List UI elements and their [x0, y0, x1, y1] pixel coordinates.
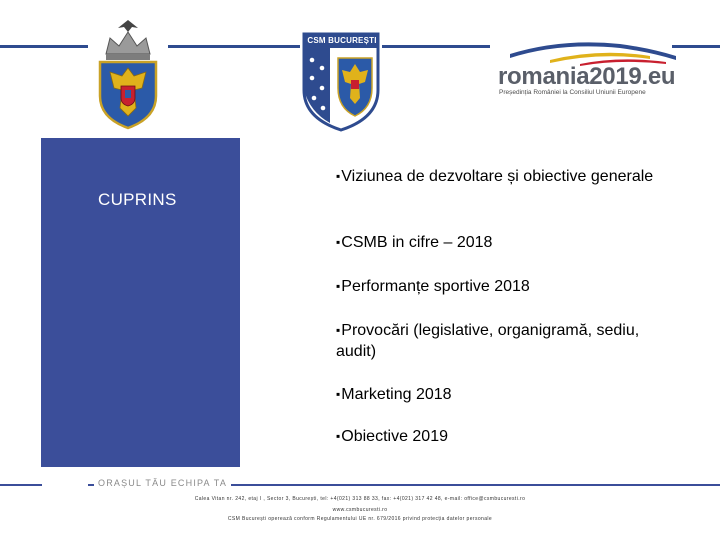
bullet-icon: ▪ [336, 387, 341, 401]
list-item-text: Performanțe sportive 2018 [341, 278, 530, 295]
list-item-performance [336, 276, 666, 297]
header-line-center-right [382, 45, 490, 48]
list-item-vision [336, 166, 666, 187]
list-item-objectives [336, 426, 666, 447]
bucharest-coat-of-arms-logo [88, 14, 168, 132]
list-item-challenges [336, 320, 666, 362]
csm-bucuresti-logo [300, 28, 382, 132]
footer-website: www.csmbucuresti.ro [332, 507, 388, 513]
list-item-text: Obiective 2019 [341, 428, 448, 445]
footer-slogan: ORAȘUL TĂU ECHIPA TA [94, 478, 231, 488]
header-line-center-left [168, 45, 300, 48]
list-item-text: Viziunea de dezvoltare și obiective generale [341, 168, 654, 185]
bullet-icon: ▪ [336, 323, 341, 337]
romania2019-logo-subtitle: Președinția României la Consiliul Uniunii Europene [499, 89, 646, 96]
bullet-icon: ▪ [336, 429, 341, 443]
section-title: CUPRINS [98, 190, 177, 209]
bullet-icon: ▪ [336, 169, 341, 183]
list-item-csmb-figures [336, 232, 666, 253]
footer-gdpr-note: CSM București operează conform Regulamentului UE nr. 679/2016 privind protecția datelor personale [227, 516, 493, 522]
list-item-text: CSMB in cifre – 2018 [341, 234, 493, 251]
side-panel [41, 138, 240, 467]
header-line-left [0, 45, 88, 48]
bullet-icon: ▪ [336, 279, 341, 293]
footer-contact: Calea Vitan nr. 242, etaj I , Sector 3, București, tel: +4(021) 313 88 33, fax: +4(021) 317 42 48, e-mail: office@csmbucuresti.ro [194, 496, 526, 502]
list-item-text: Marketing 2018 [341, 386, 452, 403]
bullet-icon: ▪ [336, 235, 341, 249]
footer-divider-left [0, 484, 42, 486]
csm-logo-text: CSM BUCUREȘTI [307, 36, 377, 45]
romania2019-logo-text: romania2019.eu [498, 63, 676, 90]
list-item-marketing [336, 384, 666, 405]
romania2019-logo [490, 40, 680, 100]
list-item-text: Provocări (legislative, organigramă, sediu, audit) [336, 322, 640, 360]
